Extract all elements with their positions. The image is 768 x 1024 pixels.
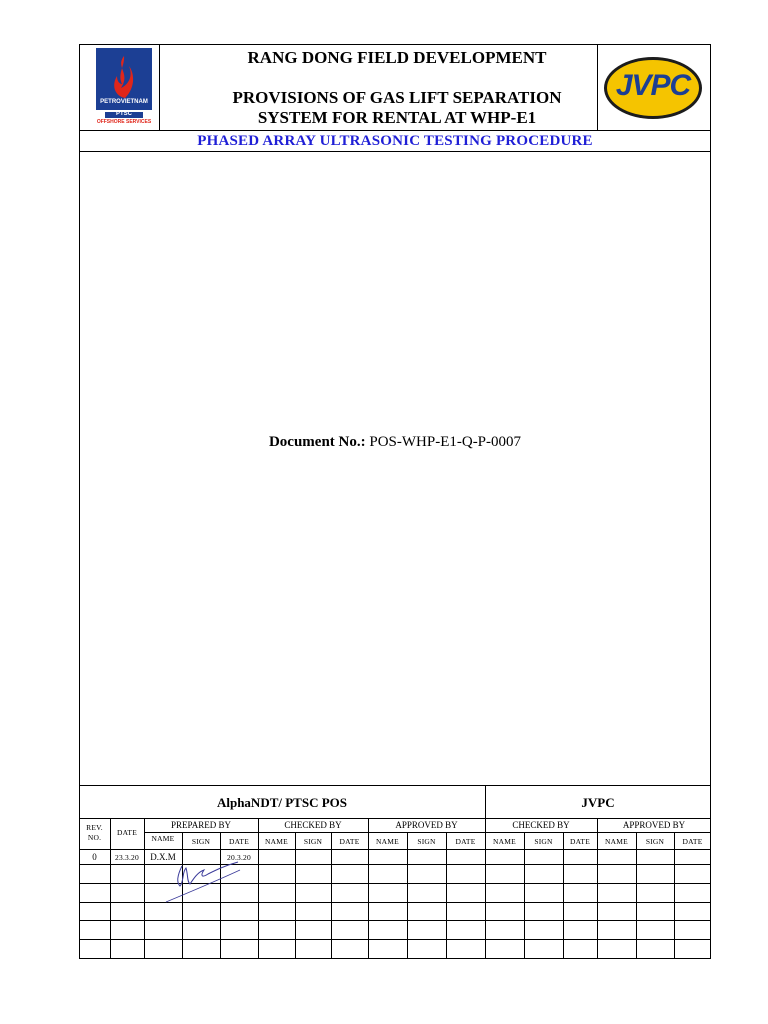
col-sep-sub <box>674 832 675 959</box>
col-sep-sub <box>636 832 637 959</box>
document-number-label: Document No.: <box>268 434 366 450</box>
project-title: RANG DONG FIELD DEVELOPMENT <box>247 48 547 67</box>
rev-header: REV. <box>86 823 103 832</box>
prepared-date-value: 20.3.20 <box>227 853 251 862</box>
sub-name: NAME <box>493 837 516 846</box>
col-sep-sub <box>407 832 408 959</box>
sub-date: DATE <box>339 837 360 846</box>
sub-sign: SIGN <box>645 837 665 846</box>
sig-org-line <box>79 818 711 819</box>
rev-no-header: NO. <box>87 833 102 842</box>
sub-date: DATE <box>455 837 476 846</box>
org-left-label: AlphaNDT/ PTSC POS <box>216 795 348 810</box>
document-number-value: POS-WHP-E1-Q-P-0007 <box>369 434 522 450</box>
jvpc-logo <box>602 55 704 121</box>
handwritten-signature <box>160 852 250 906</box>
col-sep-sub <box>563 832 564 959</box>
rev-date-value: 23.3.20 <box>115 853 139 862</box>
sub-date: DATE <box>682 837 703 846</box>
sub-name: NAME <box>151 834 175 843</box>
sub-name: NAME <box>376 837 399 846</box>
logo-right-divider <box>597 44 598 131</box>
sig-header-line <box>79 849 711 850</box>
sig-row-line-5 <box>79 939 711 940</box>
ptsc-text: PTSC <box>115 111 132 117</box>
sub-sign: SIGN <box>191 837 211 846</box>
sub-name: NAME <box>265 837 288 846</box>
rev-value: 0 <box>92 852 97 862</box>
jvpc-checked-by-header: CHECKED BY <box>512 820 570 830</box>
logo-left-divider <box>159 44 160 131</box>
sig-top-line <box>79 785 711 786</box>
subtitle-divider <box>79 151 711 152</box>
sub-sign: SIGN <box>417 837 436 846</box>
prepared-by-header: PREPARED BY <box>171 820 231 830</box>
org-right-label: JVPC <box>581 795 615 810</box>
sig-group-line <box>144 832 711 833</box>
petrovietnam-logo <box>95 48 153 128</box>
jvpc-approved-by-header: APPROVED BY <box>622 820 686 830</box>
offshore-services-text: OFFSHORE SERVICES <box>96 119 152 125</box>
document-number <box>79 434 711 451</box>
procedure-title: PHASED ARRAY ULTRASONIC TESTING PROCEDURE <box>197 133 593 149</box>
sub-sign: SIGN <box>534 837 553 846</box>
col-sep-sub <box>524 832 525 959</box>
header-divider <box>79 130 711 131</box>
col-sep-sub <box>331 832 332 959</box>
sub-date: DATE <box>570 837 590 846</box>
sub-sign: SIGN <box>303 837 323 846</box>
jvpc-logo-text: JVPC <box>615 69 691 102</box>
approved-by-header: APPROVED BY <box>395 820 458 830</box>
col-sep-sub <box>295 832 296 959</box>
prepared-name-value: D.X.M <box>150 852 176 862</box>
col-sep <box>110 818 111 959</box>
document-title-line1: PROVISIONS OF GAS LIFT SEPARATION <box>232 88 562 107</box>
document-title-line2: SYSTEM FOR RENTAL AT WHP-E1 <box>257 108 537 127</box>
sig-row-line-4 <box>79 920 711 921</box>
checked-by-header: CHECKED BY <box>284 820 342 830</box>
sub-name: NAME <box>605 837 628 846</box>
petrovietnam-text: PETROVIETNAM <box>100 99 148 105</box>
date-header: DATE <box>117 828 137 837</box>
col-sep-sub <box>446 832 447 959</box>
sub-date: DATE <box>229 837 249 846</box>
